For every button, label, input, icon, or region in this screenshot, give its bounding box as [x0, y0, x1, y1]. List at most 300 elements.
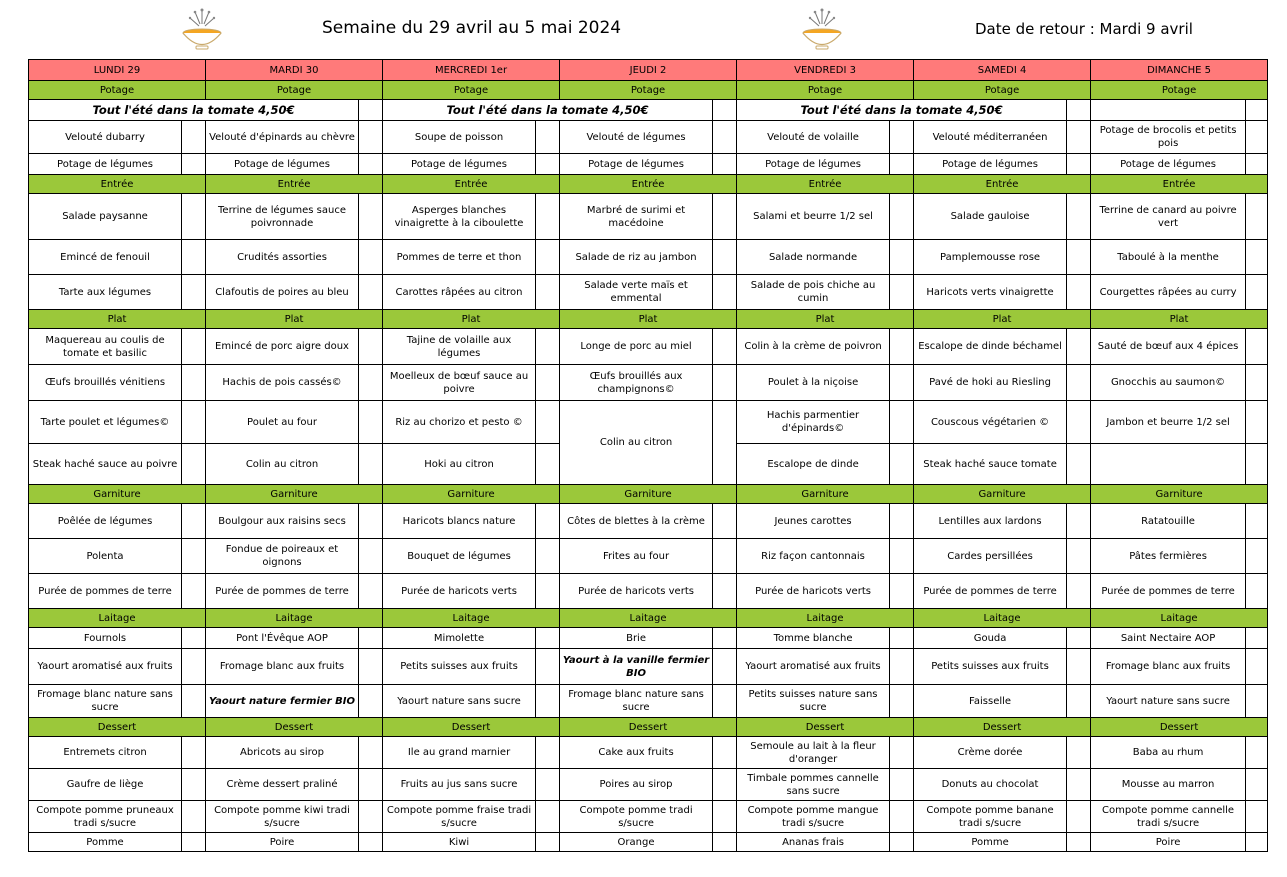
menu-item: Compote pomme mangue tradi s/sucre: [737, 801, 890, 833]
empty-cell: [182, 365, 206, 401]
menu-item: Salade de pois chiche au cumin: [737, 275, 890, 310]
return-date: Date de retour : Mardi 9 avril: [975, 20, 1193, 38]
menu-item: Petits suisses aux fruits: [914, 649, 1067, 685]
empty-cell: [1067, 649, 1091, 685]
menu-item: Crème dessert praliné: [206, 769, 359, 801]
menu-item: Velouté de légumes: [560, 121, 713, 154]
empty-cell: [1067, 240, 1091, 275]
empty-cell: [182, 685, 206, 718]
menu-item: Purée de pommes de terre: [29, 574, 182, 609]
menu-item: Boulgour aux raisins secs: [206, 504, 359, 539]
menu-item: Yaourt aromatisé aux fruits: [29, 649, 182, 685]
menu-item: Salade verte maïs et emmental: [560, 275, 713, 310]
menu-item: Compote pomme kiwi tradi s/sucre: [206, 801, 359, 833]
empty-cell: [1246, 275, 1268, 310]
table-row: [29, 649, 1268, 685]
day-header: VENDREDI 3: [737, 60, 914, 81]
section-header: Plat: [737, 310, 914, 329]
empty-cell: [1067, 444, 1091, 485]
empty-cell: [359, 121, 383, 154]
table-row: [29, 504, 1268, 539]
menu-item: Potage de brocolis et petits pois: [1091, 121, 1246, 154]
table-row: [29, 329, 1268, 365]
empty-cell: [359, 100, 383, 121]
menu-item: Asperges blanches vinaigrette à la ciboulette: [383, 194, 536, 240]
menu-item: Couscous végétarien ©: [914, 401, 1067, 444]
section-header: Garniture: [560, 485, 737, 504]
menu-item: Purée de pommes de terre: [1091, 574, 1246, 609]
empty-cell: [536, 240, 560, 275]
menu-item: Mousse au marron: [1091, 769, 1246, 801]
menu-item: Jambon et beurre 1/2 sel: [1091, 401, 1246, 444]
empty-cell: [359, 801, 383, 833]
empty-cell: [890, 329, 914, 365]
menu-item: Ananas frais: [737, 833, 890, 852]
table-row: [29, 310, 1268, 329]
day-header: DIMANCHE 5: [1091, 60, 1268, 81]
menu-item: Timbale pommes cannelle sans sucre: [737, 769, 890, 801]
empty-cell: [1067, 365, 1091, 401]
empty-cell: [1246, 401, 1268, 444]
empty-cell: [536, 628, 560, 649]
section-header: Garniture: [1091, 485, 1268, 504]
menu-item: Colin au citron: [206, 444, 359, 485]
menu-item: Fruits au jus sans sucre: [383, 769, 536, 801]
menu-item: Riz au chorizo et pesto ©: [383, 401, 536, 444]
section-header: Entrée: [206, 175, 383, 194]
empty-cell: [182, 769, 206, 801]
empty-cell: [536, 275, 560, 310]
menu-item: Potage de légumes: [206, 154, 359, 175]
menu-item: Fondue de poireaux et oignons: [206, 539, 359, 574]
empty-cell: [1067, 574, 1091, 609]
empty-cell: [1246, 100, 1268, 121]
menu-item: Baba au rhum: [1091, 737, 1246, 769]
menu-item: Haricots blancs nature: [383, 504, 536, 539]
section-header: Garniture: [206, 485, 383, 504]
empty-cell: [536, 154, 560, 175]
menu-item: Cardes persillées: [914, 539, 1067, 574]
menu-item: Gaufre de liège: [29, 769, 182, 801]
empty-cell: [182, 833, 206, 852]
empty-cell: [1067, 329, 1091, 365]
menu-item: Frites au four: [560, 539, 713, 574]
page-title: Semaine du 29 avril au 5 mai 2024: [322, 18, 622, 38]
empty-cell: [182, 194, 206, 240]
empty-cell: [1067, 100, 1091, 121]
menu-item: Moelleux de bœuf sauce au poivre: [383, 365, 536, 401]
section-header: Laitage: [1091, 609, 1268, 628]
menu-item: Compote pomme fraise tradi s/sucre: [383, 801, 536, 833]
empty-cell: [1246, 737, 1268, 769]
empty-cell: [1067, 504, 1091, 539]
empty-cell: [890, 649, 914, 685]
soup-bowl-icon: [800, 6, 844, 52]
section-header: Entrée: [29, 175, 206, 194]
empty-cell: [359, 574, 383, 609]
menu-item: Velouté méditerranéen: [914, 121, 1067, 154]
menu-item: Bouquet de légumes: [383, 539, 536, 574]
menu-item: Brie: [560, 628, 713, 649]
menu-item: Fromage blanc aux fruits: [206, 649, 359, 685]
menu-item: Compote pomme pruneaux tradi s/sucre: [29, 801, 182, 833]
menu-item: Purée de haricots verts: [383, 574, 536, 609]
empty-cell: [359, 685, 383, 718]
menu-item: Compote pomme cannelle tradi s/sucre: [1091, 801, 1246, 833]
empty-cell: [1067, 685, 1091, 718]
menu-item: Steak haché sauce tomate: [914, 444, 1067, 485]
menu-item: Purée de pommes de terre: [206, 574, 359, 609]
table-row: [29, 769, 1268, 801]
empty-cell: [1246, 649, 1268, 685]
section-header: Laitage: [29, 609, 206, 628]
section-header: Potage: [914, 81, 1091, 100]
empty-cell: [1246, 801, 1268, 833]
menu-item: Carottes râpées au citron: [383, 275, 536, 310]
empty-cell: [1246, 240, 1268, 275]
section-header: Laitage: [560, 609, 737, 628]
menu-item: Pomme: [914, 833, 1067, 852]
menu-item: Yaourt aromatisé aux fruits: [737, 649, 890, 685]
menu-item: Ratatouille: [1091, 504, 1246, 539]
empty-cell: [359, 628, 383, 649]
empty-cell: [182, 539, 206, 574]
section-header: Potage: [29, 81, 206, 100]
section-header: Garniture: [737, 485, 914, 504]
empty-cell: [1067, 833, 1091, 852]
menu-item: Hachis de pois cassés©: [206, 365, 359, 401]
empty-cell: [890, 444, 914, 485]
empty-cell: [1246, 504, 1268, 539]
section-header: Entrée: [560, 175, 737, 194]
menu-item: Jeunes carottes: [737, 504, 890, 539]
empty-cell: [890, 121, 914, 154]
section-header: Dessert: [737, 718, 914, 737]
empty-cell: [536, 329, 560, 365]
empty-cell: [1067, 401, 1091, 444]
menu-item: Maquereau au coulis de tomate et basilic: [29, 329, 182, 365]
menu-item: Steak haché sauce au poivre: [29, 444, 182, 485]
menu-item: Yaourt nature sans sucre: [383, 685, 536, 718]
menu-item: Œufs brouillés vénitiens: [29, 365, 182, 401]
menu-item: Courgettes râpées au curry: [1091, 275, 1246, 310]
promo-banner: Tout l'été dans la tomate 4,50€: [29, 100, 359, 121]
menu-item: Hachis parmentier d'épinards©: [737, 401, 890, 444]
menu-item: Salade gauloise: [914, 194, 1067, 240]
menu-item: Terrine de légumes sauce poivronnade: [206, 194, 359, 240]
menu-item: Potage de légumes: [383, 154, 536, 175]
menu-item: Clafoutis de poires au bleu: [206, 275, 359, 310]
empty-cell: [1091, 100, 1246, 121]
menu-item: Œufs brouillés aux champignons©: [560, 365, 713, 401]
promo-banner: Tout l'été dans la tomate 4,50€: [737, 100, 1067, 121]
menu-item: Yaourt nature sans sucre: [1091, 685, 1246, 718]
menu-item: Poulet à la niçoise: [737, 365, 890, 401]
empty-cell: [1246, 769, 1268, 801]
section-header: Potage: [1091, 81, 1268, 100]
empty-cell: [713, 329, 737, 365]
table-row: [29, 609, 1268, 628]
table-row: [29, 240, 1268, 275]
empty-cell: [536, 539, 560, 574]
menu-item: Poêlée de légumes: [29, 504, 182, 539]
empty-cell: [359, 833, 383, 852]
table-row: [29, 121, 1268, 154]
table-row: [29, 833, 1268, 852]
menu-item: Terrine de canard au poivre vert: [1091, 194, 1246, 240]
empty-cell: [1246, 365, 1268, 401]
section-header: Plat: [914, 310, 1091, 329]
menu-item: Velouté dubarry: [29, 121, 182, 154]
empty-cell: [536, 833, 560, 852]
empty-cell: [890, 769, 914, 801]
menu-item: Gouda: [914, 628, 1067, 649]
empty-cell: [536, 801, 560, 833]
empty-cell: [890, 801, 914, 833]
empty-cell: [536, 365, 560, 401]
menu-item: Salade normande: [737, 240, 890, 275]
menu-item: Purée de pommes de terre: [914, 574, 1067, 609]
empty-cell: [182, 649, 206, 685]
empty-cell: [713, 154, 737, 175]
empty-cell: [536, 685, 560, 718]
menu-item: Mimolette: [383, 628, 536, 649]
section-header: Plat: [1091, 310, 1268, 329]
empty-cell: [713, 574, 737, 609]
menu-item: Salami et beurre 1/2 sel: [737, 194, 890, 240]
section-header: Garniture: [29, 485, 206, 504]
empty-cell: [713, 121, 737, 154]
section-header: Laitage: [914, 609, 1091, 628]
empty-cell: [713, 769, 737, 801]
empty-cell: [713, 100, 737, 121]
empty-cell: [359, 154, 383, 175]
section-header: Laitage: [737, 609, 914, 628]
menu-item: Poires au sirop: [560, 769, 713, 801]
empty-cell: [359, 649, 383, 685]
section-header: Dessert: [383, 718, 560, 737]
empty-cell: [182, 121, 206, 154]
weekly-menu-table: [28, 59, 1268, 852]
table-row: [29, 275, 1268, 310]
section-header: Dessert: [560, 718, 737, 737]
empty-cell: [182, 801, 206, 833]
section-header: Potage: [206, 81, 383, 100]
menu-item: Pont l'Évêque AOP: [206, 628, 359, 649]
empty-cell: [890, 365, 914, 401]
table-row: [29, 718, 1268, 737]
empty-cell: [1246, 833, 1268, 852]
empty-cell: [182, 154, 206, 175]
menu-item: Pamplemousse rose: [914, 240, 1067, 275]
table-row: [29, 401, 1268, 444]
empty-cell: [713, 801, 737, 833]
menu-item: Colin à la crème de poivron: [737, 329, 890, 365]
empty-cell: [890, 401, 914, 444]
menu-item: Compote pomme tradi s/sucre: [560, 801, 713, 833]
empty-cell: [713, 240, 737, 275]
table-row: [29, 175, 1268, 194]
empty-cell: [713, 628, 737, 649]
empty-cell: [713, 365, 737, 401]
menu-item: Polenta: [29, 539, 182, 574]
empty-cell: [713, 504, 737, 539]
empty-cell: [890, 504, 914, 539]
day-header: LUNDI 29: [29, 60, 206, 81]
empty-cell: [1091, 444, 1246, 485]
empty-cell: [1246, 628, 1268, 649]
menu-item: Velouté d'épinards au chèvre: [206, 121, 359, 154]
menu-item: Purée de haricots verts: [560, 574, 713, 609]
table-row: [29, 801, 1268, 833]
menu-item: Hoki au citron: [383, 444, 536, 485]
table-row: [29, 737, 1268, 769]
day-header: JEUDI 2: [560, 60, 737, 81]
section-header: Dessert: [1091, 718, 1268, 737]
empty-cell: [359, 737, 383, 769]
section-header: Potage: [383, 81, 560, 100]
empty-cell: [359, 401, 383, 444]
empty-cell: [359, 539, 383, 574]
empty-cell: [1067, 275, 1091, 310]
day-header: MERCREDI 1er: [383, 60, 560, 81]
menu-item: Taboulé à la menthe: [1091, 240, 1246, 275]
menu-item: Kiwi: [383, 833, 536, 852]
empty-cell: [890, 275, 914, 310]
empty-cell: [536, 401, 560, 444]
menu-item: Potage de légumes: [29, 154, 182, 175]
menu-item: Lentilles aux lardons: [914, 504, 1067, 539]
menu-item: Tomme blanche: [737, 628, 890, 649]
menu-item: Faisselle: [914, 685, 1067, 718]
menu-item: Emincé de porc aigre doux: [206, 329, 359, 365]
empty-cell: [359, 365, 383, 401]
empty-cell: [182, 574, 206, 609]
menu-item: Petits suisses nature sans sucre: [737, 685, 890, 718]
empty-cell: [1067, 737, 1091, 769]
menu-item: Orange: [560, 833, 713, 852]
menu-item: Yaourt nature fermier BIO: [206, 685, 359, 718]
empty-cell: [890, 194, 914, 240]
empty-cell: [890, 833, 914, 852]
section-header: Plat: [206, 310, 383, 329]
menu-item: Tajine de volaille aux légumes: [383, 329, 536, 365]
empty-cell: [359, 194, 383, 240]
menu-item: Velouté de volaille: [737, 121, 890, 154]
day-header: SAMEDI 4: [914, 60, 1091, 81]
soup-bowl-icon: [180, 6, 224, 52]
menu-item: Purée de haricots verts: [737, 574, 890, 609]
menu-item: Potage de légumes: [914, 154, 1067, 175]
table-row: [29, 100, 1268, 121]
empty-cell: [1246, 539, 1268, 574]
empty-cell: [890, 539, 914, 574]
table-row: [29, 60, 1268, 81]
menu-item: Pomme: [29, 833, 182, 852]
menu-item: Salade de riz au jambon: [560, 240, 713, 275]
empty-cell: [713, 685, 737, 718]
menu-item: Fromage blanc nature sans sucre: [29, 685, 182, 718]
menu-item: Fournols: [29, 628, 182, 649]
empty-cell: [536, 574, 560, 609]
table-row: [29, 628, 1268, 649]
menu-item: Marbré de surimi et macédoine: [560, 194, 713, 240]
menu-item: Fromage blanc nature sans sucre: [560, 685, 713, 718]
section-header: Potage: [737, 81, 914, 100]
section-header: Garniture: [383, 485, 560, 504]
menu-item: Yaourt à la vanille fermier BIO: [560, 649, 713, 685]
empty-cell: [182, 444, 206, 485]
section-header: Plat: [383, 310, 560, 329]
section-header: Laitage: [383, 609, 560, 628]
empty-cell: [1067, 194, 1091, 240]
table-row: [29, 685, 1268, 718]
section-header: Laitage: [206, 609, 383, 628]
empty-cell: [536, 649, 560, 685]
table-row: [29, 154, 1268, 175]
menu-item: Potage de légumes: [1091, 154, 1246, 175]
menu-item: Tarte aux légumes: [29, 275, 182, 310]
section-header: Plat: [29, 310, 206, 329]
empty-cell: [182, 240, 206, 275]
empty-cell: [359, 769, 383, 801]
empty-cell: [536, 769, 560, 801]
section-header: Plat: [560, 310, 737, 329]
menu-item: Potage de légumes: [737, 154, 890, 175]
menu-item: Escalope de dinde: [737, 444, 890, 485]
menu-item: Colin au citron: [560, 401, 713, 485]
section-header: Entrée: [914, 175, 1091, 194]
empty-cell: [713, 649, 737, 685]
menu-item: Emincé de fenouil: [29, 240, 182, 275]
menu-item: Sauté de bœuf aux 4 épices: [1091, 329, 1246, 365]
empty-cell: [182, 628, 206, 649]
section-header: Dessert: [914, 718, 1091, 737]
empty-cell: [890, 628, 914, 649]
menu-item: Poire: [206, 833, 359, 852]
empty-cell: [1067, 154, 1091, 175]
menu-item: Pommes de terre et thon: [383, 240, 536, 275]
section-header: Dessert: [29, 718, 206, 737]
empty-cell: [1246, 154, 1268, 175]
empty-cell: [1246, 329, 1268, 365]
menu-item: Saint Nectaire AOP: [1091, 628, 1246, 649]
empty-cell: [359, 240, 383, 275]
menu-item: Soupe de poisson: [383, 121, 536, 154]
section-header: Garniture: [914, 485, 1091, 504]
menu-item: Escalope de dinde béchamel: [914, 329, 1067, 365]
menu-item: Crème dorée: [914, 737, 1067, 769]
menu-item: Donuts au chocolat: [914, 769, 1067, 801]
empty-cell: [536, 194, 560, 240]
empty-cell: [890, 574, 914, 609]
empty-cell: [890, 240, 914, 275]
empty-cell: [536, 504, 560, 539]
menu-item: Tarte poulet et légumes©: [29, 401, 182, 444]
menu-item: Pâtes fermières: [1091, 539, 1246, 574]
table-row: [29, 365, 1268, 401]
menu-item: Poire: [1091, 833, 1246, 852]
empty-cell: [1246, 121, 1268, 154]
menu-item: Abricots au sirop: [206, 737, 359, 769]
menu-item: Potage de légumes: [560, 154, 713, 175]
empty-cell: [1067, 769, 1091, 801]
empty-cell: [890, 154, 914, 175]
section-header: Entrée: [737, 175, 914, 194]
empty-cell: [359, 444, 383, 485]
empty-cell: [713, 737, 737, 769]
table-row: [29, 574, 1268, 609]
